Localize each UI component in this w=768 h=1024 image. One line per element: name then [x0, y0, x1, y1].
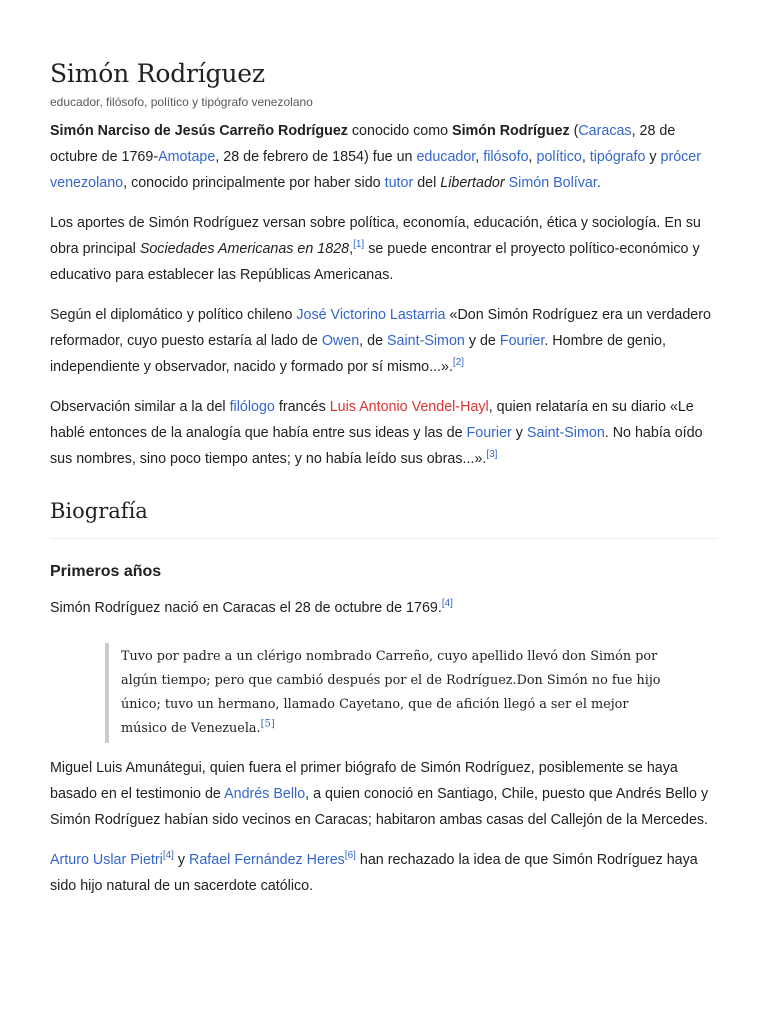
reference-link[interactable]: [4]	[162, 850, 174, 862]
text: .	[596, 175, 601, 191]
link-rafael-fernandez-heres[interactable]: Rafael Fernández Heres	[189, 852, 345, 868]
bold-full-name: Simón Narciso de Jesús Carreño Rodríguez	[50, 123, 348, 139]
text: Los aportes de Simón Rodríguez versan sobre política, economía, educación, ética y sociología. En su obra principal	[50, 215, 701, 257]
text: ,	[528, 149, 537, 165]
text: , a quien conoció en Santiago, Chile, puesto que Andrés Bello y Simón Rodríguez habían sido vecinos en Caracas; habitaron ambas casas del Callejón de la Mercedes.	[50, 786, 709, 828]
text: y	[173, 852, 190, 868]
text: , quien relataría en su diario «Le hablé entonces de la analogía que había entre sus ideas y las de	[50, 399, 694, 441]
link-tipografo[interactable]: tipógrafo	[589, 149, 646, 165]
reference-link[interactable]: [1]	[353, 239, 365, 251]
link-saint-simon[interactable]: Saint-Simon	[526, 425, 605, 441]
text: Simón Rodríguez nació en Caracas el 28 de octubre de 1769.	[50, 600, 442, 616]
paragraph-nacimiento	[50, 595, 718, 621]
link-educador[interactable]: educador	[416, 149, 476, 165]
blockquote	[105, 643, 661, 743]
link-filosofo[interactable]: filósofo	[483, 149, 529, 165]
reference-6[interactable]	[345, 850, 356, 861]
text: (	[569, 123, 579, 139]
link-filologo[interactable]: filólogo	[229, 399, 275, 415]
text: se puede encontrar el proyecto político-económico y educativo para establecer las Repúblicas Americanas.	[50, 241, 700, 283]
page-subtitle: educador, filósofo, político y tipógrafo venezolano	[50, 95, 313, 109]
text: y de	[464, 333, 500, 349]
text: , de	[359, 333, 387, 349]
reference-4[interactable]	[163, 850, 174, 861]
text: Observación similar a la del	[50, 399, 230, 415]
link-tutor[interactable]: tutor	[384, 175, 414, 191]
subsection-heading-primeros-anos: Primeros años	[50, 563, 162, 580]
link-amotape[interactable]: Amotape	[158, 149, 216, 165]
paragraph-lastarria	[50, 302, 718, 380]
paragraph-intro	[50, 118, 718, 196]
text: han rechazado la idea de que Simón Rodríguez haya sido hijo natural de un sacerdote católico.	[50, 852, 698, 894]
section-heading-biografia: Biografía	[50, 496, 718, 539]
reference-link[interactable]: [4]	[441, 598, 453, 610]
text: , 28 de octubre de 1769-	[50, 123, 676, 165]
italic-obra: Sociedades Americanas en 1828	[139, 241, 350, 257]
text: conocido como	[347, 123, 453, 139]
text: Según el diplomático y político chileno	[50, 307, 297, 323]
text: . Hombre de genio, independiente y observador, nacido y formado por sí mismo...».	[50, 333, 666, 375]
text: y	[511, 425, 527, 441]
reference-2[interactable]	[453, 357, 464, 368]
reference-1[interactable]	[353, 239, 364, 250]
text: Miguel Luis Amunátegui, quien fuera el primer biógrafo de Simón Rodríguez, posiblemente se haya basado en el testimonio de	[50, 760, 678, 802]
reference-link[interactable]: [5]	[260, 718, 275, 730]
link-arturo-uslar-pietri[interactable]: Arturo Uslar Pietri	[50, 852, 163, 868]
text: ,	[581, 149, 590, 165]
text: francés	[274, 399, 330, 415]
text: . No había oído sus nombres, sino poco tiempo antes; y no había leído sus obras...».	[50, 425, 703, 467]
link-fourier[interactable]: Fourier	[466, 425, 512, 441]
paragraph-amunategui	[50, 755, 718, 833]
reference-4[interactable]	[442, 598, 453, 609]
text: ,	[475, 149, 484, 165]
reference-link[interactable]: [6]	[344, 850, 356, 862]
page-title: Simón Rodríguez	[50, 59, 265, 88]
text: del	[413, 175, 441, 191]
link-procer-venezolano[interactable]: prócer venezolano	[50, 149, 702, 191]
link-simon-bolivar[interactable]: Simón Bolívar	[508, 175, 597, 191]
text: ,	[349, 241, 354, 257]
reference-5[interactable]	[261, 719, 275, 730]
link-fourier[interactable]: Fourier	[499, 333, 545, 349]
text: , conocido principalmente por haber sido	[123, 175, 385, 191]
link-saint-simon[interactable]: Saint-Simon	[387, 333, 465, 349]
link-lastarria[interactable]: José Victorino Lastarria	[296, 307, 446, 323]
link-politico[interactable]: político	[536, 149, 582, 165]
text: , 28 de febrero de 1854) fue un	[215, 149, 417, 165]
reference-3[interactable]	[486, 449, 497, 460]
italic-libertador: Libertador	[440, 175, 505, 191]
quote-text: Tuvo por padre a un clérigo nombrado Carreño, cuyo apellido llevó don Simón por algún tiempo; pero que cambió después por el de Rodríguez.Don Simón no fue hijo único; tuvo un hermano, llamado Cayetano, que de afición llegó a ser el mejor músico de Venezuela.	[121, 649, 661, 736]
text: «Don Simón Rodríguez era un verdadero reformador, cuyo puesto estaría al lado de	[50, 307, 711, 349]
text: y	[645, 149, 661, 165]
bold-short-name: Simón Rodríguez	[452, 123, 570, 139]
paragraph-aportes	[50, 210, 718, 288]
link-owen[interactable]: Owen	[321, 333, 360, 349]
reference-link[interactable]: [3]	[486, 449, 498, 461]
link-caracas[interactable]: Caracas	[578, 123, 632, 139]
paragraph-vendel	[50, 394, 718, 472]
link-vendel-hayl[interactable]: Luis Antonio Vendel-Hayl	[329, 399, 489, 415]
paragraph-uslar	[50, 847, 718, 899]
link-andres-bello[interactable]: Andrés Bello	[224, 786, 306, 802]
reference-link[interactable]: [2]	[452, 357, 465, 369]
